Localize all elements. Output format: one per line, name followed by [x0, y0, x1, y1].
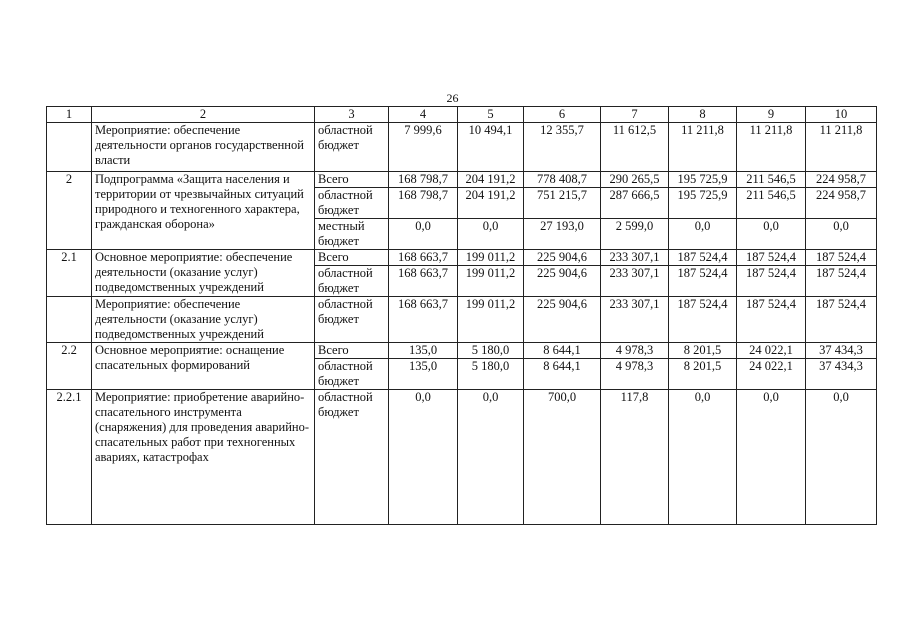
header-cell: 9	[737, 107, 806, 123]
value-cell: 224 958,7	[806, 172, 877, 188]
value-cell: 8 644,1	[524, 343, 601, 359]
funding-source: областной бюджет	[315, 390, 389, 525]
funding-source: областной бюджет	[315, 297, 389, 343]
header-cell: 2	[92, 107, 315, 123]
value-cell: 204 191,2	[458, 172, 524, 188]
value-cell: 27 193,0	[524, 219, 601, 250]
header-cell: 4	[389, 107, 458, 123]
funding-source: Всего	[315, 343, 389, 359]
value-cell: 187 524,4	[669, 266, 737, 297]
header-cell: 3	[315, 107, 389, 123]
value-cell: 0,0	[669, 390, 737, 525]
value-cell: 0,0	[669, 219, 737, 250]
funding-source: Всего	[315, 250, 389, 266]
value-cell: 233 307,1	[601, 266, 669, 297]
value-cell: 8 201,5	[669, 359, 737, 390]
value-cell: 37 434,3	[806, 343, 877, 359]
value-cell: 225 904,6	[524, 297, 601, 343]
item-name: Основное мероприятие: обеспечение деятельности (оказание услуг) подведомственных учреждений	[92, 250, 315, 297]
value-cell: 287 666,5	[601, 188, 669, 219]
table-row	[47, 250, 877, 266]
value-cell: 211 546,5	[737, 188, 806, 219]
item-name: Мероприятие: обеспечение деятельности (оказание услуг) подведомственных учреждений	[92, 297, 315, 343]
value-cell: 778 408,7	[524, 172, 601, 188]
value-cell: 187 524,4	[806, 266, 877, 297]
funding-source: местный бюджет	[315, 219, 389, 250]
value-cell: 211 546,5	[737, 172, 806, 188]
header-cell: 8	[669, 107, 737, 123]
table-row	[47, 172, 877, 188]
value-cell: 10 494,1	[458, 123, 524, 172]
value-cell: 187 524,4	[669, 297, 737, 343]
value-cell: 0,0	[737, 390, 806, 525]
item-name: Основное мероприятие: оснащение спасательных формирований	[92, 343, 315, 390]
header-cell: 7	[601, 107, 669, 123]
value-cell: 5 180,0	[458, 343, 524, 359]
header-cell: 6	[524, 107, 601, 123]
value-cell: 168 798,7	[389, 172, 458, 188]
value-cell: 0,0	[806, 219, 877, 250]
value-cell: 24 022,1	[737, 359, 806, 390]
page-number: 26	[446, 91, 459, 105]
value-cell: 11 211,8	[737, 123, 806, 172]
value-cell: 168 663,7	[389, 297, 458, 343]
value-cell: 195 725,9	[669, 172, 737, 188]
item-number: 2.2	[47, 343, 92, 390]
value-cell: 168 663,7	[389, 250, 458, 266]
value-cell: 0,0	[458, 390, 524, 525]
item-number	[47, 123, 92, 172]
value-cell: 135,0	[389, 359, 458, 390]
item-name: Мероприятие: приобретение аварийно-спасательного инструмента (снаряжения) для проведения аварийно-спасательных работ при техногенных авариях, катастрофах	[92, 390, 315, 525]
header-cell: 10	[806, 107, 877, 123]
funding-source: областной бюджет	[315, 188, 389, 219]
value-cell: 290 265,5	[601, 172, 669, 188]
item-name: Подпрограмма «Защита населения и территории от чрезвычайных ситуаций природного и техногенного характера, гражданская оборона»	[92, 172, 315, 250]
value-cell: 199 011,2	[458, 250, 524, 266]
table-row	[47, 390, 877, 525]
funding-source: областной бюджет	[315, 359, 389, 390]
table-row	[47, 297, 877, 343]
value-cell: 4 978,3	[601, 359, 669, 390]
value-cell: 168 798,7	[389, 188, 458, 219]
value-cell: 199 011,2	[458, 266, 524, 297]
value-cell: 24 022,1	[737, 343, 806, 359]
value-cell: 0,0	[389, 390, 458, 525]
table-row	[47, 343, 877, 359]
value-cell: 117,8	[601, 390, 669, 525]
value-cell: 751 215,7	[524, 188, 601, 219]
funding-source: Всего	[315, 172, 389, 188]
budget-table	[46, 106, 877, 525]
value-cell: 11 612,5	[601, 123, 669, 172]
value-cell: 5 180,0	[458, 359, 524, 390]
value-cell: 0,0	[806, 390, 877, 525]
item-name: Мероприятие: обеспечение деятельности органов государственной власти	[92, 123, 315, 172]
value-cell: 2 599,0	[601, 219, 669, 250]
value-cell: 37 434,3	[806, 359, 877, 390]
item-number: 2.2.1	[47, 390, 92, 525]
value-cell: 233 307,1	[601, 297, 669, 343]
value-cell: 225 904,6	[524, 266, 601, 297]
value-cell: 187 524,4	[737, 266, 806, 297]
value-cell: 11 211,8	[806, 123, 877, 172]
header-cell: 5	[458, 107, 524, 123]
value-cell: 187 524,4	[806, 250, 877, 266]
value-cell: 0,0	[458, 219, 524, 250]
value-cell: 187 524,4	[737, 297, 806, 343]
header-row	[47, 107, 877, 123]
funding-source: областной бюджет	[315, 123, 389, 172]
value-cell: 187 524,4	[806, 297, 877, 343]
value-cell: 0,0	[389, 219, 458, 250]
item-number: 2	[47, 172, 92, 250]
value-cell: 233 307,1	[601, 250, 669, 266]
value-cell: 195 725,9	[669, 188, 737, 219]
value-cell: 8 201,5	[669, 343, 737, 359]
value-cell: 204 191,2	[458, 188, 524, 219]
value-cell: 8 644,1	[524, 359, 601, 390]
item-number	[47, 297, 92, 343]
value-cell: 168 663,7	[389, 266, 458, 297]
value-cell: 11 211,8	[669, 123, 737, 172]
value-cell: 7 999,6	[389, 123, 458, 172]
value-cell: 187 524,4	[737, 250, 806, 266]
value-cell: 0,0	[737, 219, 806, 250]
value-cell: 224 958,7	[806, 188, 877, 219]
item-number: 2.1	[47, 250, 92, 297]
header-cell: 1	[47, 107, 92, 123]
value-cell: 225 904,6	[524, 250, 601, 266]
value-cell: 700,0	[524, 390, 601, 525]
value-cell: 199 011,2	[458, 297, 524, 343]
funding-source: областной бюджет	[315, 266, 389, 297]
table-row	[47, 123, 877, 172]
value-cell: 187 524,4	[669, 250, 737, 266]
value-cell: 4 978,3	[601, 343, 669, 359]
value-cell: 135,0	[389, 343, 458, 359]
value-cell: 12 355,7	[524, 123, 601, 172]
